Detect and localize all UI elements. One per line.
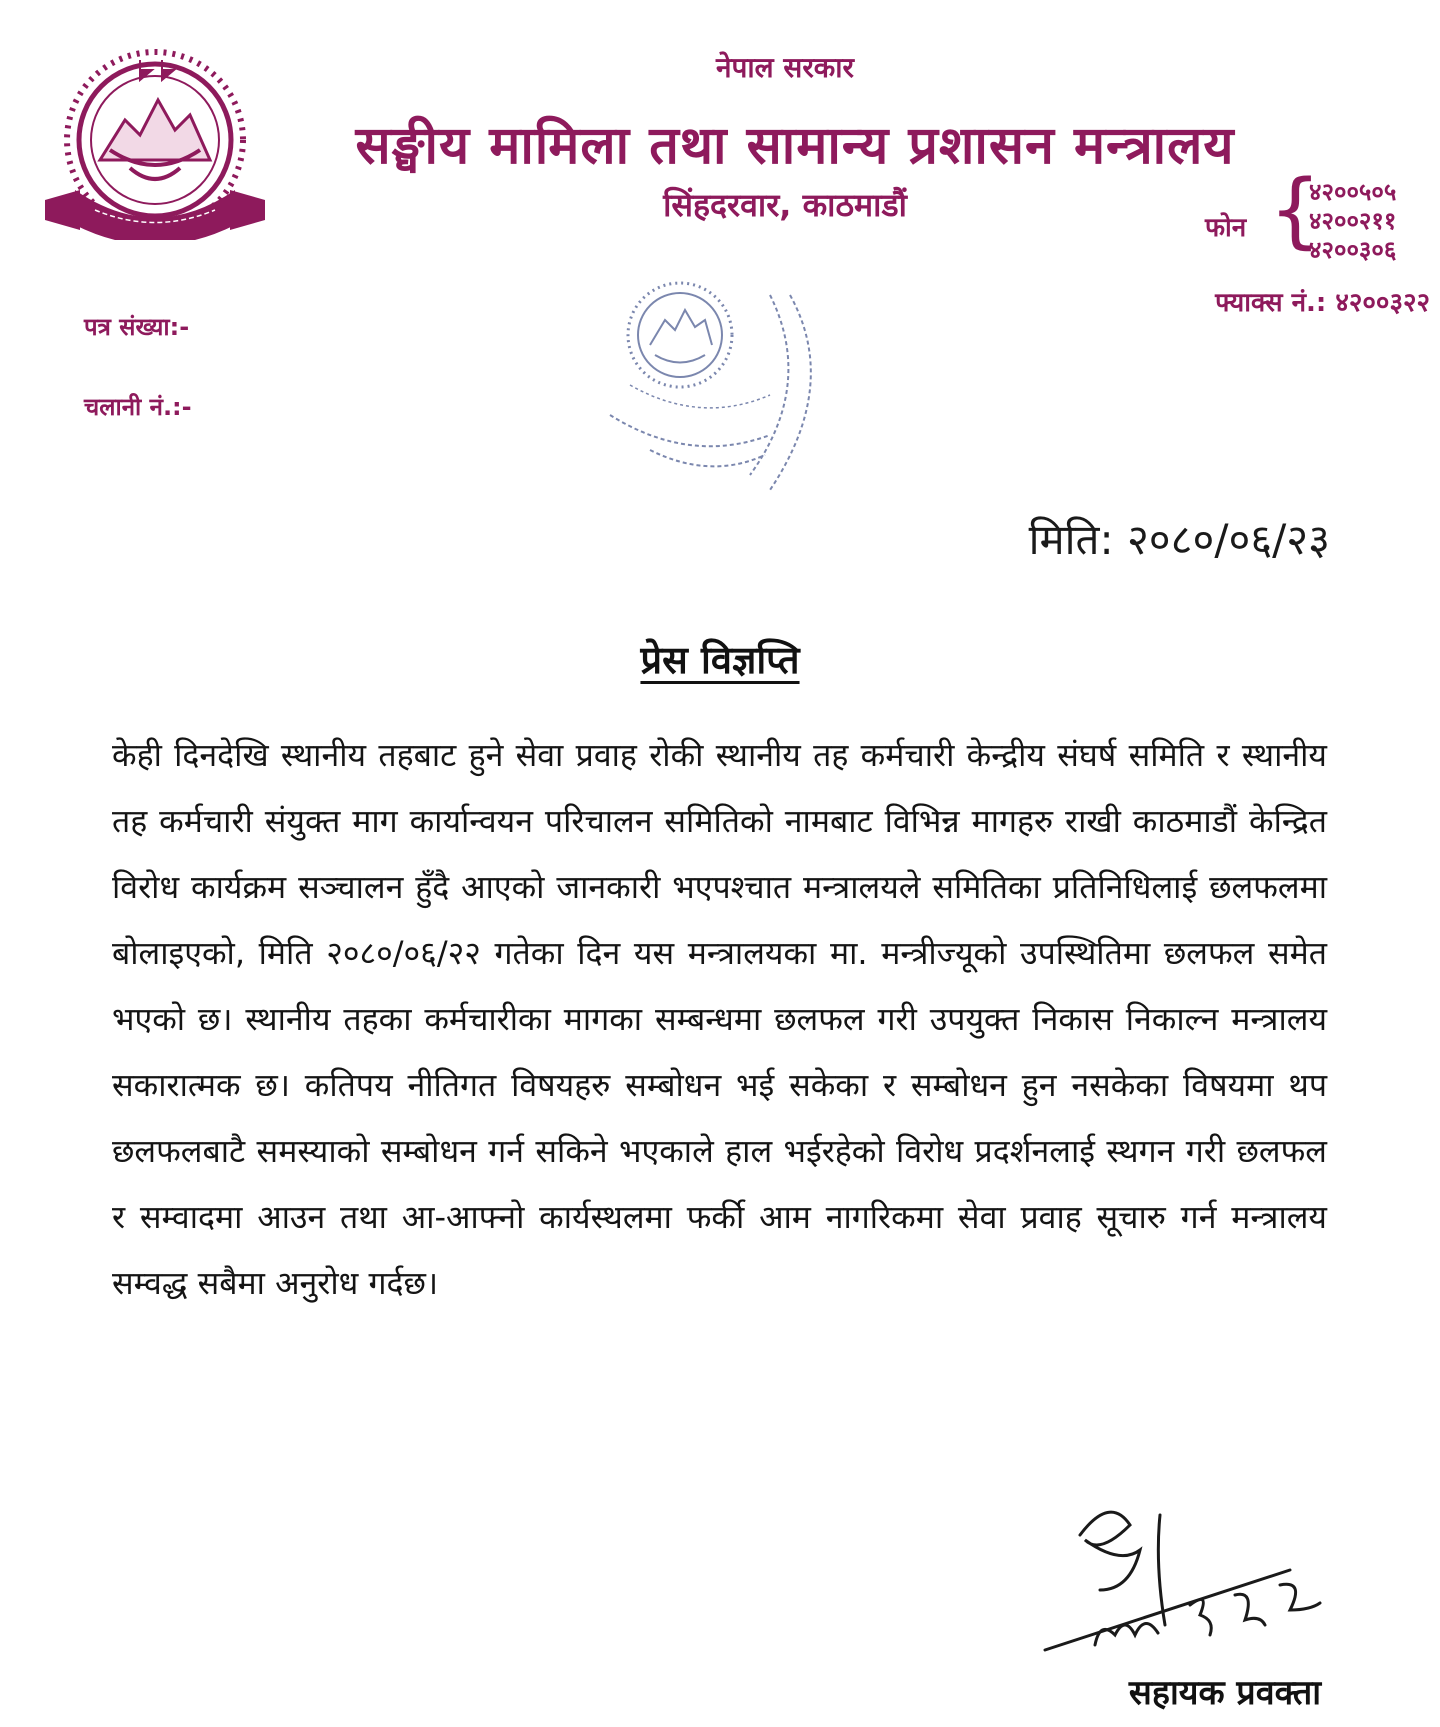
phone-label: फोन	[1205, 213, 1247, 243]
phone-number: ४२००३०६	[1309, 236, 1397, 264]
fax-line	[1160, 283, 1430, 319]
ministry-name: सङ्घीय मामिला तथा सामान्य प्रशासन मन्त्रालय	[355, 116, 1235, 176]
ministry-address: सिंहदरवार, काठमाडौं	[663, 186, 907, 224]
signer-title: सहायक प्रवक्ता	[1128, 1673, 1322, 1713]
fax-label: फ्याक्स नं.:	[1215, 288, 1327, 318]
ministry-seal-icon	[600, 275, 840, 505]
document-title: प्रेस विज्ञप्ति	[640, 638, 800, 682]
phone-block	[1205, 163, 1430, 268]
government-label: नेपाल सरकार	[715, 51, 855, 84]
phone-number: ४२००२११	[1309, 207, 1397, 235]
document-body: केही दिनदेखि स्थानीय तहबाट हुने सेवा प्रवाह रोकी स्थानीय तह कर्मचारी केन्द्रीय संघर्ष समिति र स्थानीय तह कर्मचारी संयुक्त माग कार्यान्वयन परिचालन समितिको नामबाट विभिन्न मागहरु राखी काठमाडौं केन्द्रित विरोध कार्यक्रम सञ्चालन हुँदै आएको जानकारी भएपश्चात मन्त्रालयले समितिका प्रतिनिधिलाई छलफलमा बोलाइएको, मिति २०८०/०६/२२ गतेका दिन यस मन्त्रालयका मा. मन्त्रीज्यूको उपस्थितिमा छलफल समेत भएको छ। स्थानीय तहका कर्मचारीका मागका सम्बन्धमा छलफल गरी उपयुक्त निकास निकाल्न मन्त्रालय सकारात्मक छ। कतिपय नीतिगत विषयहरु सम्बोधन भई सकेका र सम्बोधन हुन नसकेका विषयमा थप छलफलबाटै समस्याको सम्बोधन गर्न सकिने भएकाले हाल भईरहेको विरोध प्रदर्शनलाई स्थगन गरी छलफल र सम्वादमा आउन तथा आ-आफ्नो कार्यस्थलमा फर्की आम नागरिकमा सेवा प्रवाह सूचारु गर्न मन्त्रालय सम्वद्ध सबैमा अनुरोध गर्दछ।	[112, 736, 1327, 1302]
government-emblem-icon	[40, 40, 270, 240]
brace-icon: {	[1269, 163, 1322, 258]
letter-number-label: पत्र संख्या:-	[84, 313, 190, 341]
phone-list	[1309, 178, 1396, 265]
dispatch-number-label: चलानी नं.:-	[84, 393, 192, 421]
handwritten-signature	[1040, 1495, 1370, 1665]
date-line: मिति: २०८०/०६/२३	[1028, 515, 1330, 564]
phone-number: ४२००५०५	[1309, 178, 1397, 206]
fax-number: ४२००३२२	[1335, 288, 1430, 318]
